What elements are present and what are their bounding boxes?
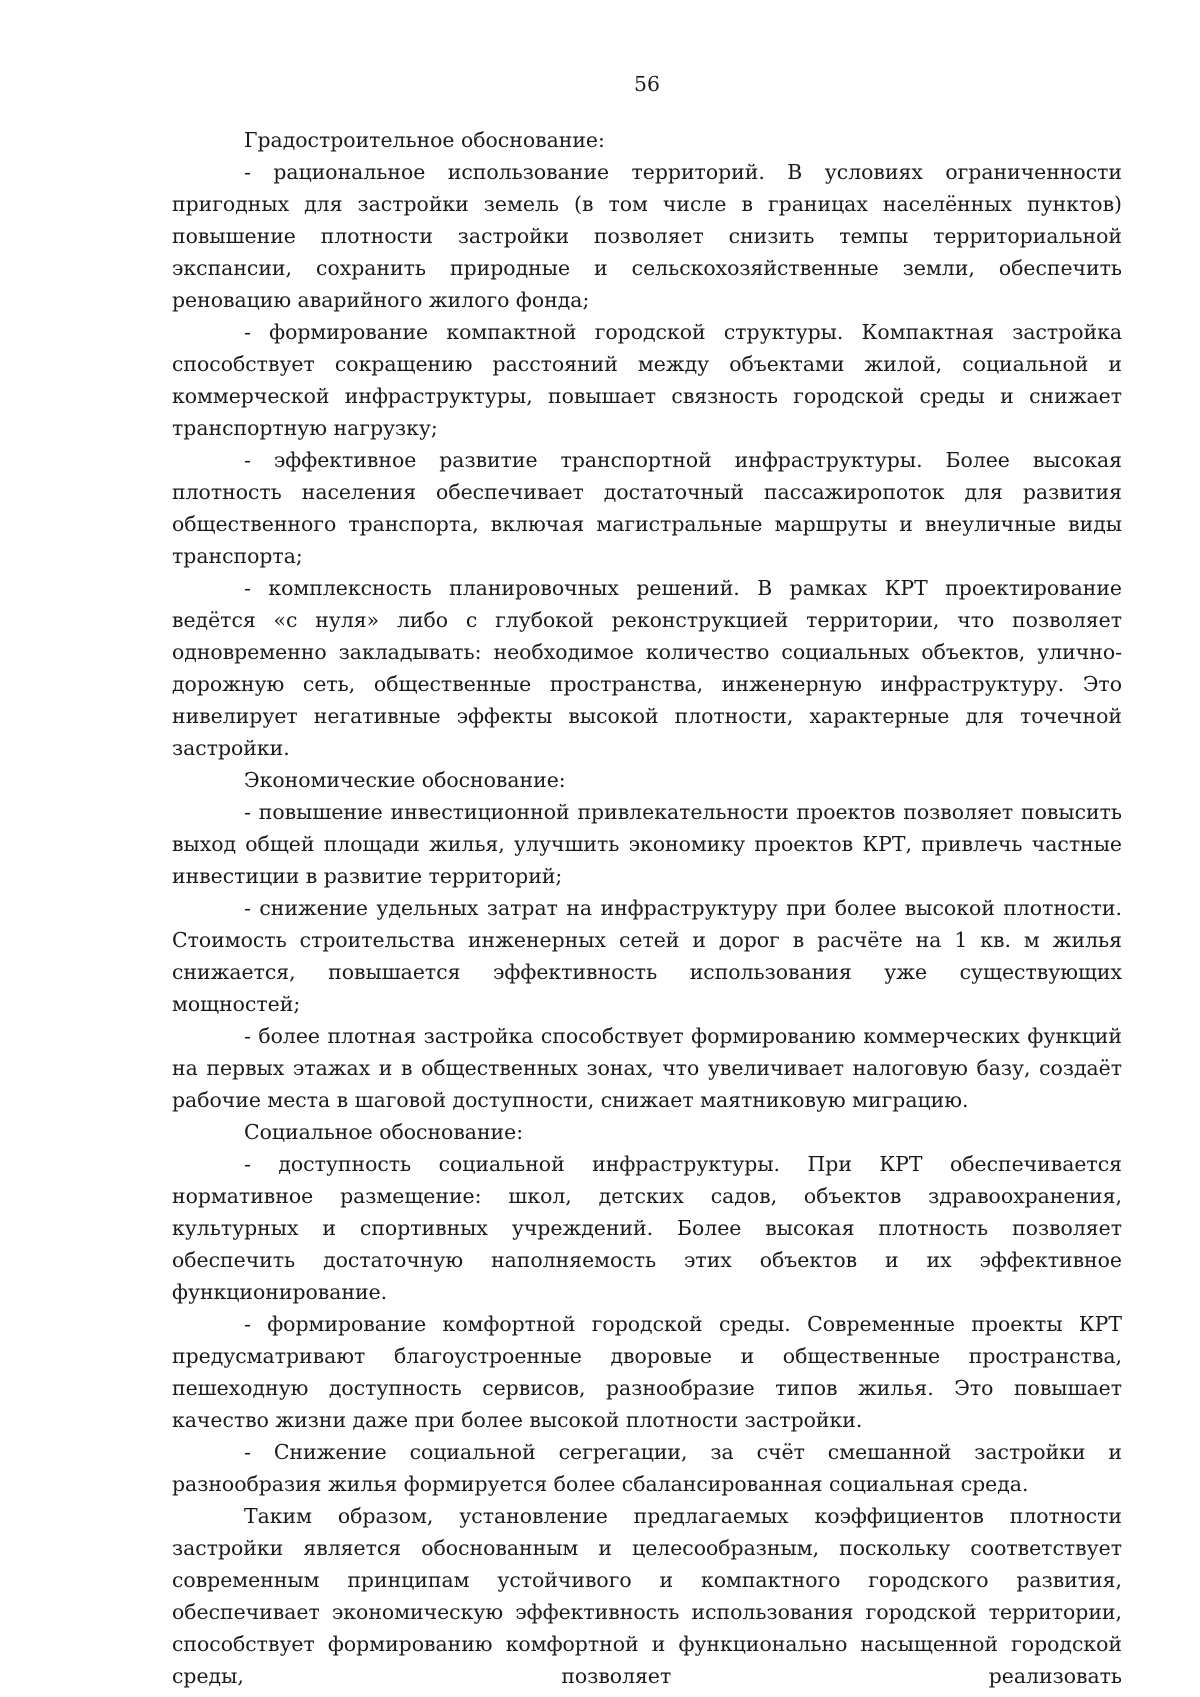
paragraph-heading-social: Социальное обоснование: (244, 1120, 524, 1144)
paragraph: - эффективное развитие транспортной инфраструктуры. Более высокая плотность населения обеспечивает достаточный пассажиропоток для развития общественного транспорта, включая магистральные маршруты и внеуличные виды транспорта; (172, 448, 1122, 568)
paragraph-heading-economic: Экономические обоснование: (244, 768, 566, 792)
paragraph: - доступность социальной инфраструктуры. При КРТ обеспечивается нормативное размещение: школ, детских садов, объектов здравоохранения, культурных и спортивных учреждений. Более высокая плотность позволяет обеспечить достаточную наполняемость этих объектов и их эффективное функционирование. (172, 1152, 1122, 1304)
paragraph-conclusion: Таким образом, установление предлагаемых коэффициентов плотности застройки является обоснованным и целесообразным, поскольку соответствует современным принципам устойчивого и компактного городского развития, обеспечивает экономическую эффективность использования городской территории, способствует формированию комфортной и функционально насыщенной городской среды, позволяет реализовать (172, 1504, 1122, 1688)
paragraph: - Снижение социальной сегрегации, за счёт смешанной застройки и разнообразия жилья формируется более сбалансированная социальная среда. (172, 1440, 1122, 1496)
page-number: 56 (634, 72, 660, 96)
paragraph: - формирование комфортной городской среды. Современные проекты КРТ предусматривают благоустроенные дворовые и общественные пространства, пешеходную доступность сервисов, разнообразие типов жилья. Это повышает качество жизни даже при более высокой плотности застройки. (172, 1312, 1122, 1432)
paragraph: - повышение инвестиционной привлекательности проектов позволяет повысить выход общей площади жилья, улучшить экономику проектов КРТ, привлечь частные инвестиции в развитие территорий; (172, 800, 1122, 888)
paragraph: - формирование компактной городской структуры. Компактная застройка способствует сокращению расстояний между объектами жилой, социальной и коммерческой инфраструктуры, повышает связность городской среды и снижает транспортную нагрузку; (172, 320, 1122, 440)
paragraph: - комплексность планировочных решений. В рамках КРТ проектирование ведётся «с нуля» либо с глубокой реконструкцией территории, что позволяет одновременно закладывать: необходимое количество социальных объектов, улично-дорожную сеть, общественные пространства, инженерную инфраструктуру. Это нивелирует негативные эффекты высокой плотности, характерные для точечной застройки. (172, 576, 1122, 760)
paragraph: - снижение удельных затрат на инфраструктуру при более высокой плотности. Стоимость строительства инженерных сетей и дорог в расчёте на 1 кв. м жилья снижается, повышается эффективность использования уже существующих мощностей; (172, 896, 1122, 1016)
paragraph-heading-urban: Градостроительное обоснование: (244, 128, 605, 152)
paragraph: - более плотная застройка способствует формированию коммерческих функций на первых этажах и в общественных зонах, что увеличивает налоговую базу, создаёт рабочие места в шаговой доступности, снижает маятниковую миграцию. (172, 1024, 1122, 1112)
document-body (172, 124, 1122, 1692)
paragraph: - рациональное использование территорий. В условиях ограниченности пригодных для застройки земель (в том числе в границах населённых пунктов) повышение плотности застройки позволяет снизить темпы территориальной экспансии, сохранить природные и сельскохозяйственные земли, обеспечить реновацию аварийного жилого фонда; (172, 160, 1122, 312)
